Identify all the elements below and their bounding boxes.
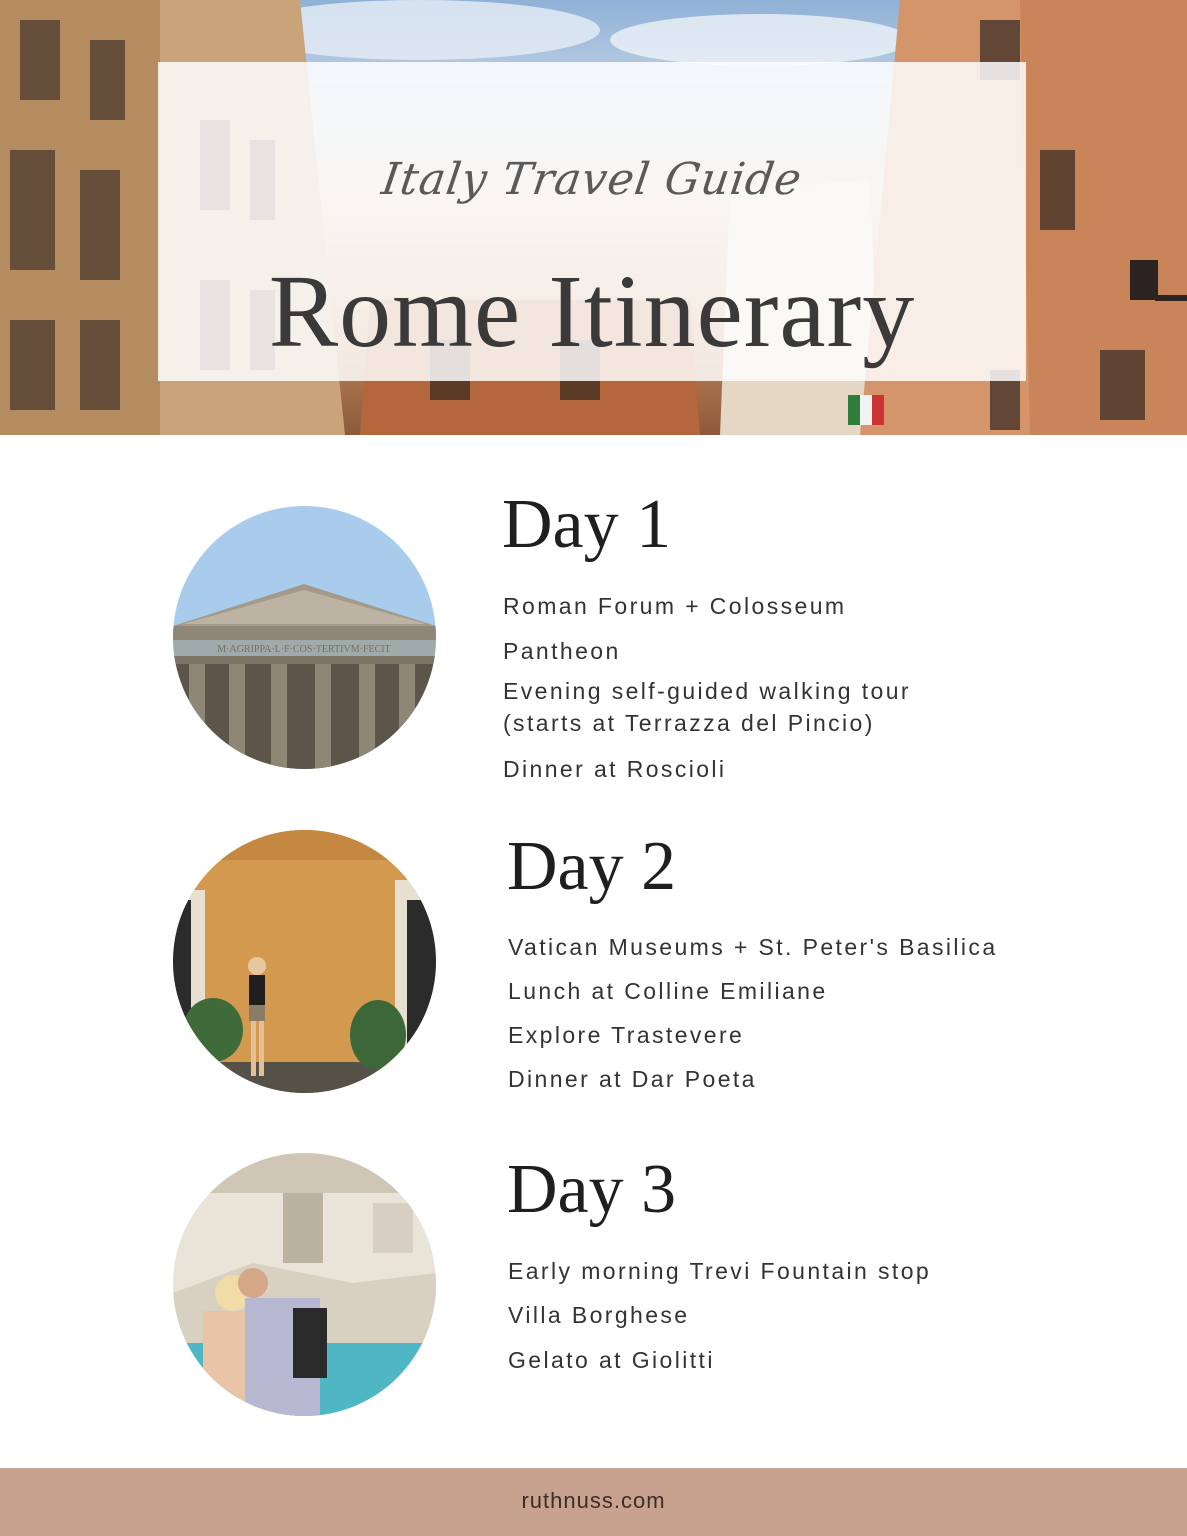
title-card xyxy=(158,62,1026,381)
footer-website-link[interactable]: ruthnuss.com xyxy=(521,1488,666,1513)
day-2-activity-3: Explore Trastevere xyxy=(508,1022,745,1048)
day-1-heading: Day 1 xyxy=(502,486,672,563)
pantheon-photo-icon xyxy=(173,506,436,769)
day-1-activity-2: Pantheon xyxy=(503,638,621,664)
day-3-activity-3: Gelato at Giolitti xyxy=(508,1347,715,1373)
day-1-activity-3-note: (starts at Terrazza del Pincio) xyxy=(503,710,875,736)
day-3-heading: Day 3 xyxy=(507,1151,677,1228)
page-title: Rome Itinerary xyxy=(268,254,916,369)
day-1-activity-1: Roman Forum + Colosseum xyxy=(503,593,847,619)
day-2-photo xyxy=(173,830,436,1093)
day-2-activity-1: Vatican Museums + St. Peter's Basilica xyxy=(508,934,998,960)
day-3-activity-2: Villa Borghese xyxy=(508,1302,690,1328)
woman-by-wall-photo-icon xyxy=(173,830,436,1093)
day-2-activity-2: Lunch at Colline Emiliane xyxy=(508,978,828,1004)
day-3-photo xyxy=(173,1153,436,1416)
hero-banner xyxy=(0,0,1187,435)
day-1-activity-4: Dinner at Roscioli xyxy=(503,756,727,782)
footer-bar xyxy=(0,1468,1187,1536)
day-2-heading: Day 2 xyxy=(507,828,677,905)
script-title: Italy Travel Guide xyxy=(378,154,806,205)
trevi-fountain-photo-icon xyxy=(173,1153,436,1416)
day-3-activity-1: Early morning Trevi Fountain stop xyxy=(508,1258,932,1284)
day-1-photo xyxy=(173,506,436,769)
day-1-activity-3: Evening self-guided walking tour xyxy=(503,678,911,704)
day-2-activity-4: Dinner at Dar Poeta xyxy=(508,1066,757,1092)
